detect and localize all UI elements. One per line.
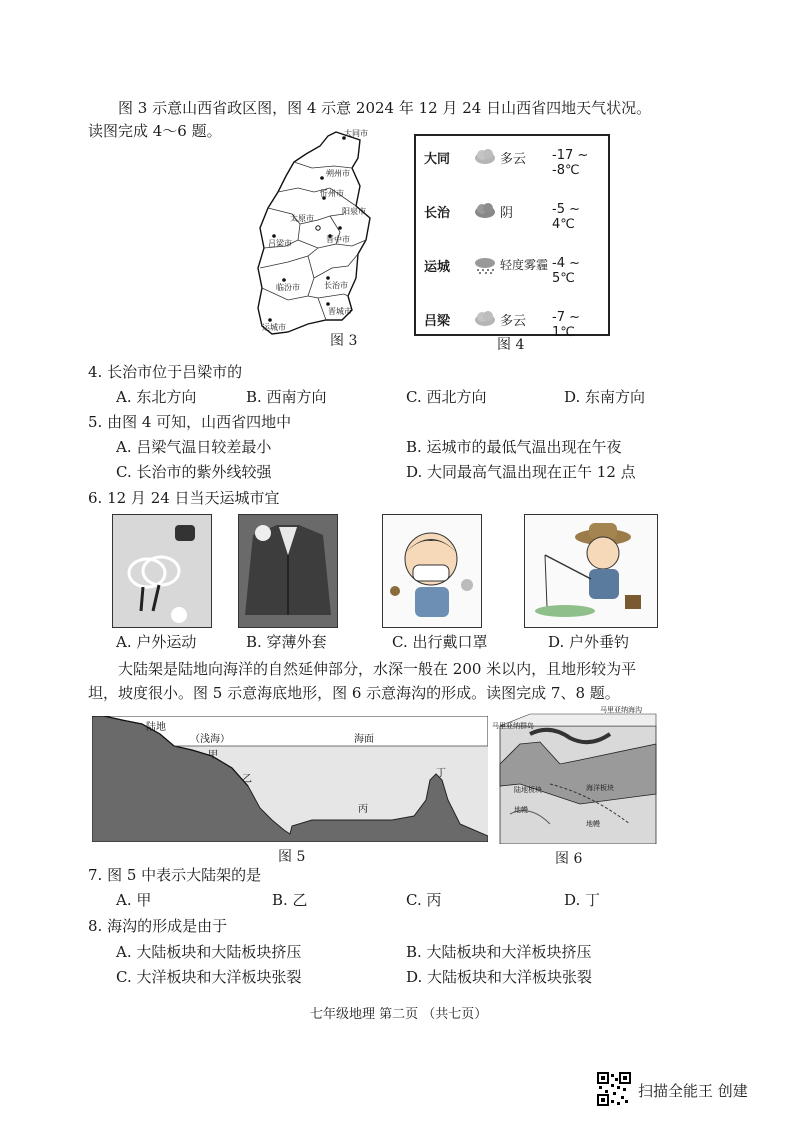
picture-wear-mask	[382, 514, 482, 628]
intro-paragraph-line2: 读图完成 4～6 题。	[88, 122, 222, 140]
weather-condition: 多云	[500, 314, 527, 329]
label-mariana-trench: 马里亚纳海沟	[600, 706, 642, 714]
label-bing: 丙	[358, 804, 368, 815]
picture-outdoor-fishing	[524, 514, 658, 628]
seabed-profile	[92, 716, 488, 842]
intro-paragraph-line1: 图 3 示意山西省政区图，图 4 示意 2024 年 12 月 24 日山西省四地天气状况。	[118, 99, 652, 117]
weather-condition: 轻度雾霾	[500, 258, 549, 272]
label-mantle-left: 地幔	[514, 806, 528, 814]
page-footer: 七年级地理 第二页 （共七页）	[310, 1007, 488, 1022]
weather-temp: -17 ~ -8℃	[552, 148, 589, 178]
cloudy-icon	[474, 310, 496, 330]
intro2-paragraph-line1: 大陆架是陆地向海洋的自然延伸部分，水深一般在 200 米以内，且地形较为平	[118, 660, 637, 678]
label-mariana-islands: 马里亚纳群岛	[492, 722, 534, 730]
trench-diagram	[490, 704, 658, 844]
weather-row-datong	[424, 148, 604, 178]
jacket-icon	[239, 515, 337, 627]
weather-city: 长治	[424, 206, 451, 221]
haze-icon	[474, 256, 496, 278]
weather-row-changzhi	[424, 202, 604, 232]
question-6-stem: 6. 12 月 24 日当天运城市宜	[88, 489, 280, 507]
weather-temp: -5 ~ 4℃	[552, 202, 580, 232]
label-mantle-right: 地幔	[586, 820, 600, 828]
question-5-stem: 5. 由图 4 可知，山西省四地中	[88, 413, 292, 431]
map-label-yangquan: 阳泉市	[342, 207, 366, 216]
shanxi-map	[248, 128, 378, 340]
label-land: 陆地	[146, 722, 166, 733]
map-label-linfen: 临汾市	[276, 283, 300, 292]
label-yi: 乙	[242, 774, 252, 785]
weather-city: 大同	[424, 152, 451, 167]
question-6-option-b[interactable]: B. 穿薄外套	[246, 633, 327, 651]
cloudy-icon	[474, 148, 496, 168]
weather-city: 运城	[424, 260, 451, 275]
question-7-option-d[interactable]: D. 丁	[564, 891, 601, 909]
map-label-changzhi: 长治市	[324, 281, 348, 290]
weather-row-lvliang	[424, 310, 604, 340]
question-7-option-a[interactable]: A. 甲	[116, 891, 152, 909]
figure4-caption: 图 4	[497, 337, 525, 353]
picture-thin-jacket	[238, 514, 338, 628]
label-sea-surface: 海面	[354, 734, 374, 745]
weather-city: 吕梁	[424, 314, 451, 329]
question-4-option-d[interactable]: D. 东南方向	[564, 388, 646, 406]
question-6-option-c[interactable]: C. 出行戴口罩	[392, 633, 488, 651]
overcast-icon	[474, 202, 496, 222]
map-label-shuozhou: 朔州市	[326, 169, 350, 178]
badminton-icon	[113, 515, 211, 627]
question-7-option-b[interactable]: B. 乙	[272, 891, 308, 909]
map-label-xinzhou: 忻州市	[320, 189, 344, 198]
question-7-stem: 7. 图 5 中表示大陆架的是	[88, 866, 262, 884]
question-6-option-d[interactable]: D. 户外垂钓	[548, 633, 630, 651]
weather-row-yuncheng	[424, 256, 604, 286]
question-8-option-a[interactable]: A. 大陆板块和大陆板块挤压	[116, 943, 302, 961]
question-8-option-b[interactable]: B. 大陆板块和大洋板块挤压	[406, 943, 592, 961]
mask-child-icon	[383, 515, 481, 627]
label-shallow-sea: （浅海）	[190, 734, 230, 745]
map-label-taiyuan: 太原市	[290, 214, 314, 223]
map-label-yuncheng: 运城市	[262, 323, 286, 332]
question-4-option-b[interactable]: B. 西南方向	[246, 388, 327, 406]
figure6-caption: 图 6	[555, 851, 583, 867]
weather-condition: 多云	[500, 152, 527, 167]
question-5-option-b[interactable]: B. 运城市的最低气温出现在午夜	[406, 438, 622, 456]
weather-panel	[414, 134, 610, 340]
question-5-option-c[interactable]: C. 长治市的紫外线较强	[116, 463, 272, 481]
intro2-paragraph-line2: 坦，坡度很小。图 5 示意海底地形，图 6 示意海沟的形成。读图完成 7、8 题。	[88, 684, 620, 702]
question-8-option-d[interactable]: D. 大陆板块和大洋板块张裂	[406, 968, 593, 986]
weather-temp: -7 ~ 1℃	[552, 310, 580, 340]
weather-condition: 阴	[500, 206, 514, 221]
qr-code-icon	[597, 1072, 631, 1106]
fishing-child-icon	[525, 515, 657, 627]
question-8-option-c[interactable]: C. 大洋板块和大洋板块张裂	[116, 968, 302, 986]
map-label-datong: 大同市	[344, 129, 368, 138]
map-label-jincheng: 晋城市	[328, 307, 352, 316]
question-4-stem: 4. 长治市位于吕梁市的	[88, 363, 243, 381]
question-5-option-a[interactable]: A. 吕梁气温日较差最小	[116, 438, 272, 456]
figure5-caption: 图 5	[278, 849, 306, 865]
question-7-option-c[interactable]: C. 丙	[406, 891, 442, 909]
scanner-watermark: 扫描全能王 创建	[638, 1082, 748, 1100]
label-continental-plate: 陆地板块	[514, 786, 542, 794]
question-4-option-c[interactable]: C. 西北方向	[406, 388, 487, 406]
label-jia: 甲	[208, 750, 218, 761]
question-4-option-a[interactable]: A. 东北方向	[116, 388, 197, 406]
label-ding: 丁	[436, 768, 446, 779]
label-oceanic-plate: 海洋板块	[586, 784, 614, 792]
question-5-option-d[interactable]: D. 大同最高气温出现在正午 12 点	[406, 463, 636, 481]
question-6-option-a[interactable]: A. 户外运动	[116, 633, 197, 651]
weather-temp: -4 ~ 5℃	[552, 256, 580, 286]
question-8-stem: 8. 海沟的形成是由于	[88, 917, 228, 935]
picture-outdoor-sports	[112, 514, 212, 628]
map-label-lvliang: 吕梁市	[268, 239, 292, 248]
figure3-caption: 图 3	[330, 333, 358, 349]
map-label-jinzhong: 晋中市	[326, 235, 350, 244]
